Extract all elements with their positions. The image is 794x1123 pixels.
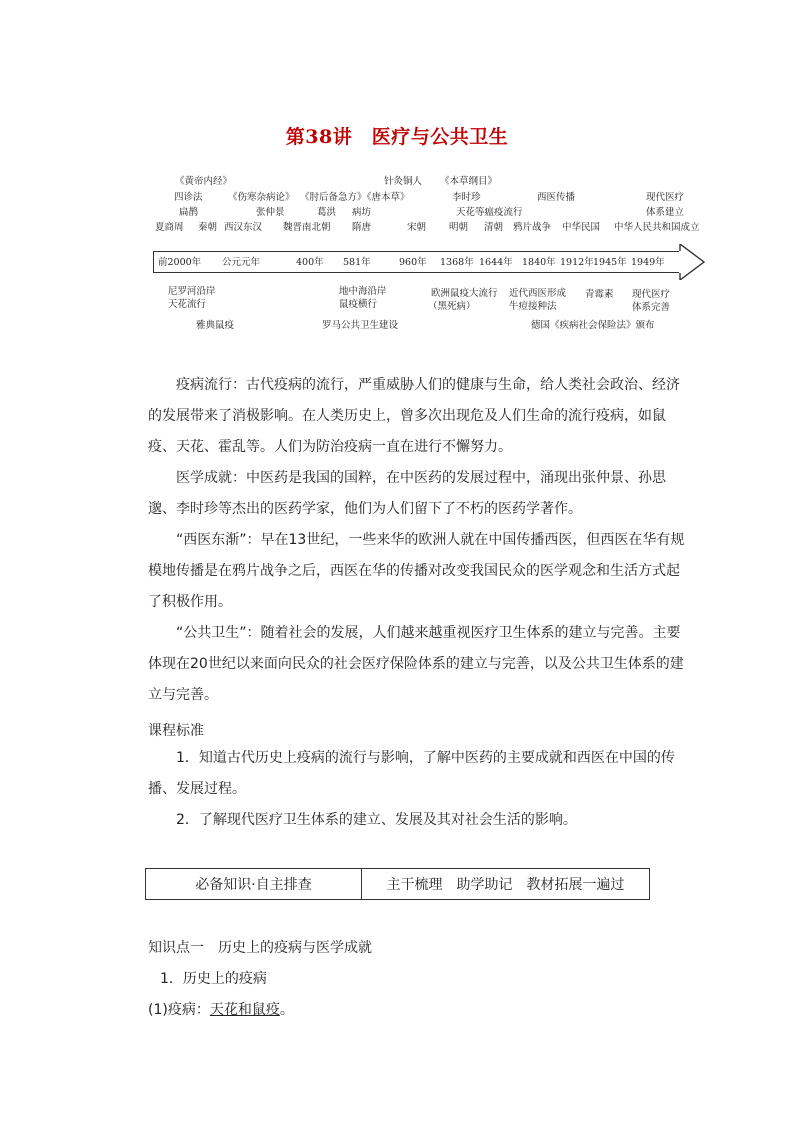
timeline-date: 581年 (343, 257, 371, 268)
timeline-label: 葛洪 (317, 207, 337, 218)
paragraph-epidemic: 疫病流行：古代疫病的流行，严重威胁人们的健康与生命，给人类社会政治、经济的发展带来了消极影响。在人类历史上，曾多次出现危及人们生命的流行疫病，如鼠疫、天花、霍乱等。人们为防治疫病一直在进行不懈努力。 (148, 377, 680, 455)
timeline-era: 夏商周 (155, 222, 184, 233)
timeline-label: 欧洲鼠疫大流行 (431, 288, 498, 299)
section-banner (145, 868, 650, 900)
timeline-date: 1840年 (522, 257, 556, 268)
timeline-label: 德国《疾病社会保险法》颁布 (531, 320, 655, 331)
timeline-label: 青霉素 (585, 289, 614, 300)
timeline-label: 四诊法 (174, 192, 203, 203)
timeline-era: 秦朝 (198, 222, 218, 233)
timeline-date: 1644年 (479, 257, 513, 268)
timeline-era: 中华民国 (562, 222, 601, 233)
timeline-label: 罗马公共卫生建设 (322, 320, 399, 331)
timeline-label: 现代医疗 (646, 192, 685, 203)
standards-item-1: 1．知道古代历史上疫病的流行与影响，了解中医药的主要成就和西医在中国的传播、发展过程。 (148, 750, 675, 797)
timeline-label: 天花等瘟疫流行 (456, 207, 523, 218)
timeline-label: 西医传播 (537, 192, 576, 203)
timeline-era: 东汉 (243, 222, 263, 233)
timeline-label: 地中海沿岸 (339, 286, 387, 297)
timeline-era: 宋朝 (407, 222, 427, 233)
knowledge-item-suffix: 。 (279, 1002, 294, 1018)
timeline-label: （黑死病） (428, 301, 476, 312)
timeline-date: 1949年 (631, 257, 665, 268)
timeline-label: 雅典鼠疫 (196, 320, 235, 331)
timeline-label: 《肘后备急方》 (300, 192, 367, 203)
timeline-era: 中华人民共和国成立 (614, 222, 700, 233)
timeline-label: 现代医疗 (632, 289, 671, 300)
timeline-era: 隋唐 (352, 222, 372, 233)
timeline-era: 西汉 (224, 222, 244, 233)
timeline-date: 960年 (399, 257, 427, 268)
timeline-label: 《本草纲目》 (440, 176, 498, 187)
timeline-label: 李时珍 (452, 192, 481, 203)
standards-item-2: 2．了解现代医疗卫生体系的建立、发展及其对社会生活的影响。 (176, 812, 577, 828)
knowledge-item (148, 999, 294, 1019)
timeline-label: 近代西医形成 (509, 288, 567, 299)
timeline-date: 公元元年 (222, 257, 261, 268)
knowledge-item-answer: 天花和鼠疫 (209, 1002, 280, 1018)
paragraph-medical-achievements: 医学成就：中医药是我国的国粹，在中医药的发展过程中，涌现出张仲景、孙思邈、李时珍等杰出的医药学家，他们为人们留下了不朽的医药学著作。 (148, 470, 666, 517)
knowledge-heading: 知识点一 历史上的疫病与医学成就 (148, 940, 372, 956)
knowledge-subheading: 1．历史上的疫病 (160, 971, 267, 987)
timeline-date: 1945年 (593, 257, 627, 268)
timeline-era: 清朝 (484, 222, 504, 233)
timeline-date: 1912年 (560, 257, 594, 268)
page-title: 第38讲 医疗与公共卫生 (285, 126, 509, 148)
timeline-label: 张仲景 (256, 207, 285, 218)
knowledge-item-prefix: (1)疫病： (148, 1002, 210, 1018)
timeline-label: 体系建立 (646, 207, 685, 218)
timeline-date: 400年 (296, 257, 324, 268)
timeline-label: 牛痘接种法 (509, 301, 557, 312)
timeline-era: 明朝 (449, 222, 469, 233)
timeline-label: 扁鹊 (179, 207, 199, 218)
timeline-label: 鼠疫横行 (339, 299, 378, 310)
timeline-label: 《伤寒杂病论》 (228, 192, 295, 203)
timeline-label: 《黄帝内经》 (175, 176, 233, 187)
timeline-label: 天花流行 (168, 299, 207, 310)
banner-right-label: 主干梳理 助学助记 教材拓展一遍过 (386, 877, 625, 893)
banner-left-label: 必备知识·自主排查 (146, 869, 362, 899)
timeline-date: 前2000年 (158, 257, 202, 268)
timeline-era: 鸦片战争 (513, 222, 552, 233)
paragraph-western-medicine: “西医东渐”：早在13世纪，一些来华的欧洲人就在中国传播西医，但西医在华有规模地传播是在鸦片战争之后，西医在华的传播对改变我国民众的医学观念和生活方式起了积极作用。 (148, 532, 685, 610)
timeline-label: 针灸铜人 (384, 176, 423, 187)
standards-heading: 课程标准 (148, 723, 204, 739)
timeline-label: 体系完善 (632, 302, 671, 313)
timeline-date: 1368年 (440, 257, 474, 268)
timeline-label: 《唐本草》 (362, 192, 410, 203)
timeline-label: 尼罗河沿岸 (168, 286, 216, 297)
timeline-label: 病坊 (352, 207, 372, 218)
timeline-era: 魏晋南北朝 (283, 222, 331, 233)
paragraph-public-health: “公共卫生”：随着社会的发展，人们越来越重视医疗卫生体系的建立与完善。主要体现在20世纪以来面向民众的社会医疗保险体系的建立与完善，以及公共卫生体系的建立与完善。 (148, 625, 684, 703)
timeline-arrow-icon (676, 244, 706, 280)
